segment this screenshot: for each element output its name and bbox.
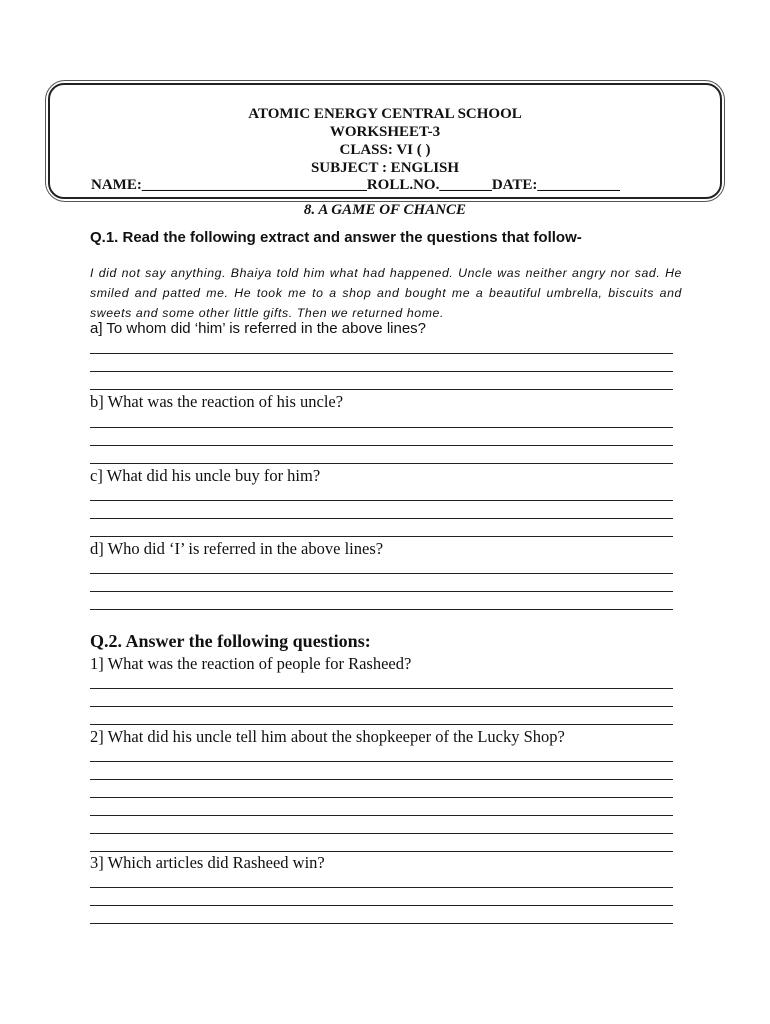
question-2-3: 3] Which articles did Rasheed win? bbox=[90, 853, 325, 872]
answer-line bbox=[90, 688, 673, 689]
answer-line bbox=[90, 591, 673, 592]
answer-line bbox=[90, 833, 673, 834]
q2-heading: Q.2. Answer the following questions: bbox=[90, 631, 371, 651]
class-label: CLASS: VI ( ) bbox=[339, 142, 431, 158]
answer-line bbox=[90, 905, 673, 906]
subject-label: SUBJECT : ENGLISH bbox=[310, 160, 460, 176]
answer-line bbox=[90, 573, 673, 574]
question-1d: d] Who did ‘I’ is referred in the above lines? bbox=[90, 539, 384, 558]
name-roll-date-row: NAME:______________________________ROLL.NO._______DATE:___________ bbox=[91, 177, 620, 193]
answer-line bbox=[90, 427, 673, 428]
answer-line bbox=[90, 500, 673, 501]
answer-line bbox=[90, 536, 673, 537]
answer-line bbox=[90, 761, 673, 762]
answer-line bbox=[90, 815, 673, 816]
answer-line bbox=[90, 445, 673, 446]
question-2-2: 2] What did his uncle tell him about the shopkeeper of the Lucky Shop? bbox=[90, 727, 565, 746]
answer-line bbox=[90, 371, 673, 372]
question-1a: a] To whom did ‘him’ is referred in the above lines? bbox=[90, 320, 427, 337]
answer-line bbox=[90, 923, 673, 924]
chapter-title: 8. A GAME OF CHANCE bbox=[303, 202, 467, 218]
question-2-1: 1] What was the reaction of people for Rasheed? bbox=[90, 654, 412, 673]
answer-line bbox=[90, 887, 673, 888]
answer-line bbox=[90, 779, 673, 780]
school-name: ATOMIC ENERGY CENTRAL SCHOOL bbox=[248, 106, 522, 122]
answer-line bbox=[90, 463, 673, 464]
answer-line bbox=[90, 353, 673, 354]
question-1b: b] What was the reaction of his uncle? bbox=[90, 392, 344, 411]
answer-line bbox=[90, 724, 673, 725]
answer-line bbox=[90, 609, 673, 610]
worksheet-title: WORKSHEET-3 bbox=[329, 124, 441, 140]
answer-line bbox=[90, 851, 673, 852]
answer-line bbox=[90, 389, 673, 390]
answer-line bbox=[90, 706, 673, 707]
answer-line bbox=[90, 797, 673, 798]
answer-line bbox=[90, 518, 673, 519]
extract-passage: I did not say anything. Bhaiya told him what had happened. Uncle was neither angry nor sad. He smiled and patted me. He took me to a shop and bought me a beautiful umbrella, biscuits and sweets and some other little gifts. Then we returned home. bbox=[90, 266, 682, 320]
question-1c: c] What did his uncle buy for him? bbox=[90, 466, 321, 485]
q1-heading: Q.1. Read the following extract and answer the questions that follow- bbox=[90, 229, 582, 246]
